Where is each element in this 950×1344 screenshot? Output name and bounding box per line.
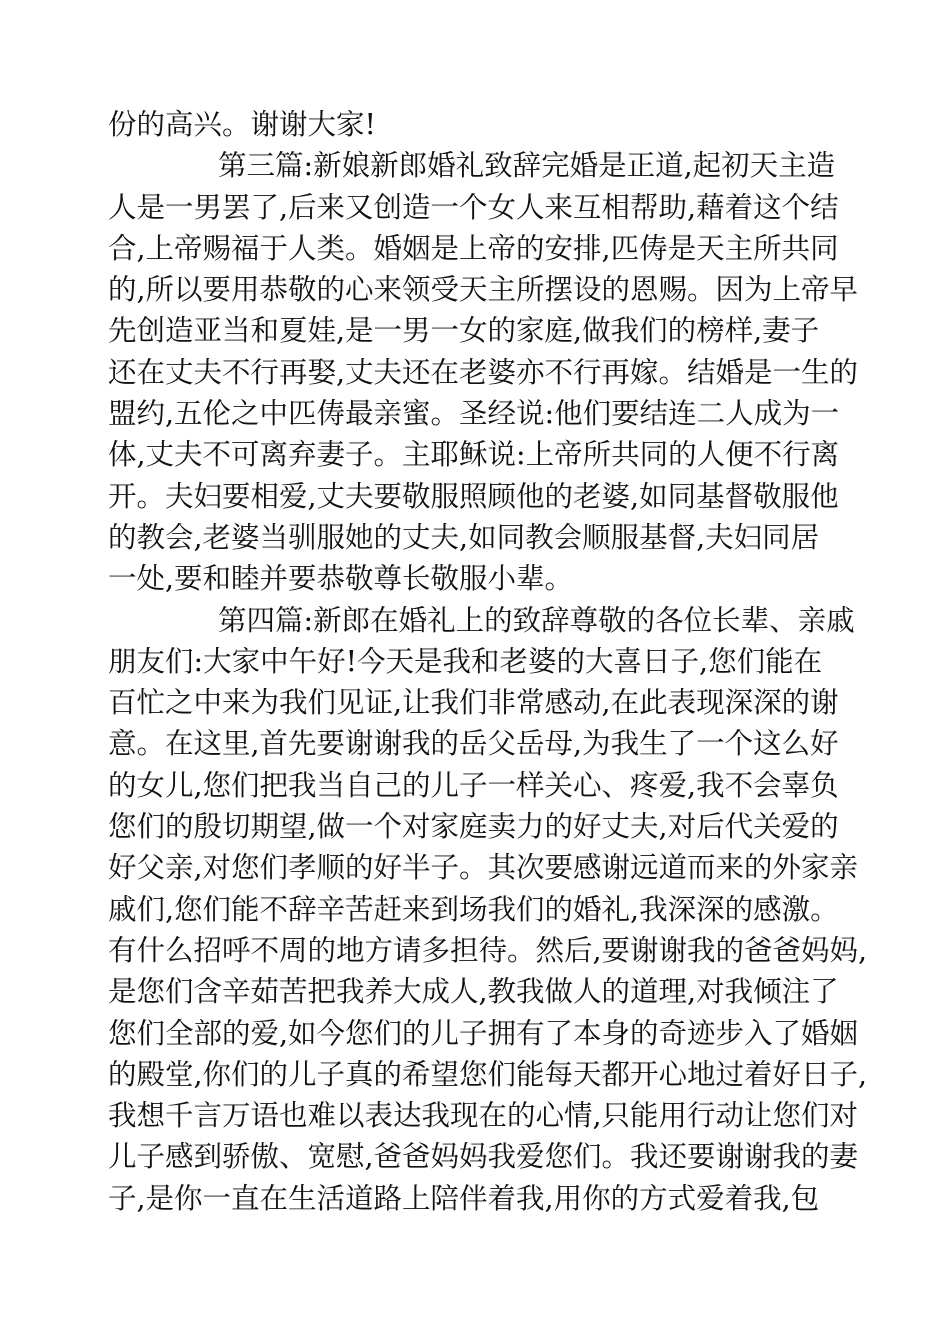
text-line: 有什么招呼不周的地方请多担待。然后,要谢谢我的爸爸妈妈, <box>108 933 868 967</box>
text-line: 盟约,五伦之中匹俦最亲蜜。圣经说:他们要结连二人成为一 <box>108 397 840 431</box>
text-line: 的殿堂,你们的儿子真的希望您们能每天都开心地过着好日子, <box>108 1057 868 1091</box>
text-line: 先创造亚当和夏娃,是一男一女的家庭,做我们的榜样,妻子 <box>108 314 820 348</box>
text-line: 的,所以要用恭敬的心来领受天主所摆设的恩赐。因为上帝早 <box>108 273 859 307</box>
text-line: 子,是你一直在生活道路上陪伴着我,用你的方式爱着我,包 <box>108 1181 820 1215</box>
text-line: 开。夫妇要相爱,丈夫要敬服照顾他的老婆,如同基督敬服他 <box>108 479 839 513</box>
text-line: 体,丈夫不可离弃妻子。主耶稣说:上帝所共同的人便不行离 <box>108 438 840 472</box>
text-line: 您们的殷切期望,做一个对家庭卖力的好丈夫,对后代关爱的 <box>108 810 839 844</box>
text-line: 还在丈夫不行再娶,丈夫还在老婆亦不行再嫁。结婚是一生的 <box>108 355 859 389</box>
text-line: 一处,要和睦并要恭敬尊长敬服小辈。 <box>108 562 574 596</box>
text-line: 我想千言万语也难以表达我现在的心情,只能用行动让您们对 <box>108 1099 859 1133</box>
text-line: 份的高兴。谢谢大家! <box>108 108 376 141</box>
text-line: 合,上帝赐福于人类。婚姻是上帝的安排,匹俦是天主所共同 <box>108 231 839 265</box>
text-line: 戚们,您们能不辞辛苦赶来到场我们的婚礼,我深深的感激。 <box>108 892 839 926</box>
text-line: 百忙之中来为我们见证,让我们非常感动,在此表现深深的谢 <box>108 686 839 720</box>
text-line: 人是一男罢了,后来又创造一个女人来互相帮助,藉着这个结 <box>108 190 839 224</box>
text-line: 您们全部的爱,如今您们的儿子拥有了本身的奇迹步入了婚姻 <box>108 1016 859 1050</box>
text-line: 是您们含辛茹苦把我养大成人,教我做人的道理,对我倾注了 <box>108 975 839 1009</box>
body-text <box>108 104 868 1219</box>
text-line: 的女儿,您们把我当自己的儿子一样关心、疼爱,我不会辜负 <box>108 768 839 802</box>
text-line: 好父亲,对您们孝顺的好半子。其次要感谢远道而来的外家亲 <box>108 851 859 885</box>
section-heading-line: 第三篇:新娘新郎婚礼致辞完婚是正道,起初天主造 <box>218 149 836 183</box>
text-line: 儿子感到骄傲、宽慰,爸爸妈妈我爱您们。我还要谢谢我的妻 <box>108 1140 859 1174</box>
section-heading-line: 第四篇:新郎在婚礼上的致辞尊敬的各位长辈、亲戚 <box>218 603 855 637</box>
text-line: 朋友们:大家中午好!今天是我和老婆的大喜日子,您们能在 <box>108 644 823 678</box>
text-line: 意。在这里,首先要谢谢我的岳父岳母,为我生了一个这么好 <box>108 727 839 761</box>
text-line: 的教会,老婆当驯服她的丈夫,如同教会顺服基督,夫妇同居 <box>108 520 820 554</box>
